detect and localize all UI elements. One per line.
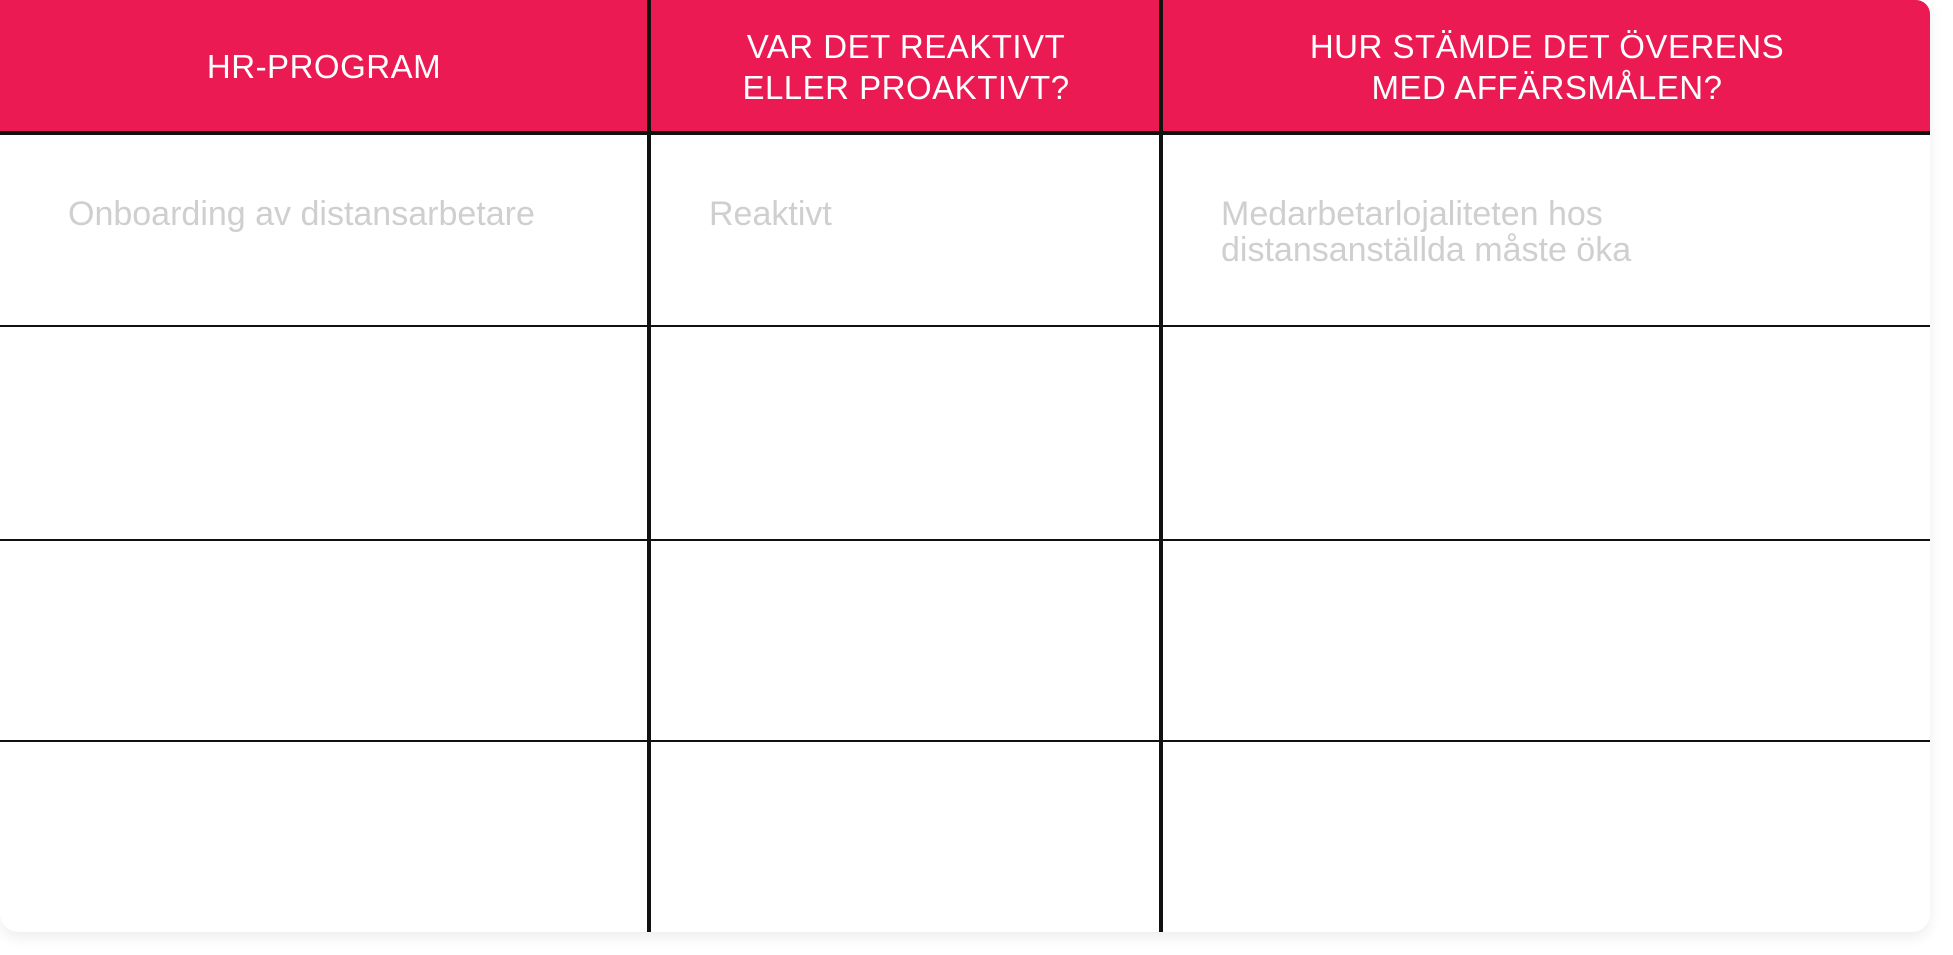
column-divider-1	[647, 0, 651, 932]
column-header-hr-program: HR-PROGRAM	[206, 48, 442, 85]
example-cell-business-alignment: Medarbetarlojaliteten hos distansanställda måste öka	[1221, 195, 1632, 269]
example-cell-hr-program: Onboarding av distansarbetare	[68, 195, 535, 233]
example-cell-reactive-proactive: Reaktivt	[709, 195, 832, 233]
row-divider-1	[0, 325, 1930, 327]
column-divider-2	[1159, 0, 1163, 932]
header-divider	[0, 131, 1930, 135]
table-header	[0, 0, 1930, 133]
column-header-business-alignment: HUR STÄMDE DET ÖVERENS MED AFFÄRSMÅLEN?	[1309, 27, 1785, 106]
column-header-reactive-proactive: VAR DET REAKTIVT ELLER PROAKTIVT?	[742, 27, 1070, 106]
row-divider-3	[0, 740, 1930, 742]
row-divider-2	[0, 539, 1930, 541]
